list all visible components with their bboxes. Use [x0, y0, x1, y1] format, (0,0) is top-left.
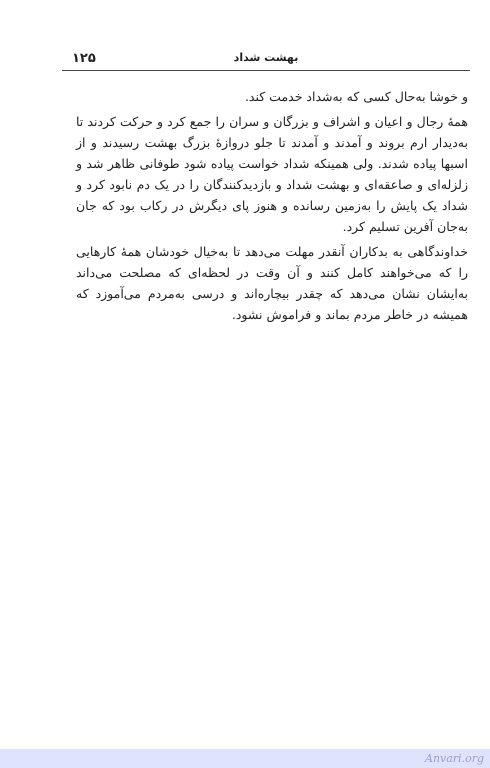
header-rule: [62, 70, 470, 71]
paragraph: همهٔ رجال و اعیان و اشراف و بزرگان و سران را جمع کرد و حرکت کردند تا به‌دیدار ارم بروند و آمدند و آمدند تا جلو دروازهٔ بزرگ بهشت رسیدند و از اسبها پیاده شدند. ولی همینکه شداد خواست پیاده شود طوفانی ظاهر شد و زلزله‌ای و صاعقه‌ای و بهشت شداد و بازدیدکنندگان را در یک دم نابود کرد و شداد یک پایش را به‌زمین رسانده و هنوز پای دیگرش در رکاب بود که جان به‌جان آفرین تسلیم کرد.: [76, 114, 468, 234]
body-text: [76, 86, 468, 329]
running-title: بهشت شداد: [233, 51, 299, 64]
page-header: [62, 46, 470, 68]
watermark: Anvari.org: [425, 752, 484, 765]
paragraph: خداوندگاهی به بدکاران آنقدر مهلت می‌دهد تا به‌خیال خودشان همهٔ کارهایی را که می‌خواهند کامل کنند و آن وقت در لحظه‌ای که مصلحت می‌داند به‌ایشان نشان می‌دهد که چقدر بیچاره‌اند و درسی به‌مردم می‌آموزد که همیشه در خاطر مردم بماند و فراموش نشود.: [76, 244, 468, 322]
paragraph: و خوشا به‌حال کسی که به‌شداد خدمت کند.: [244, 89, 468, 104]
footer-bar: [0, 749, 490, 768]
page-number: ۱۲۵: [72, 51, 96, 66]
